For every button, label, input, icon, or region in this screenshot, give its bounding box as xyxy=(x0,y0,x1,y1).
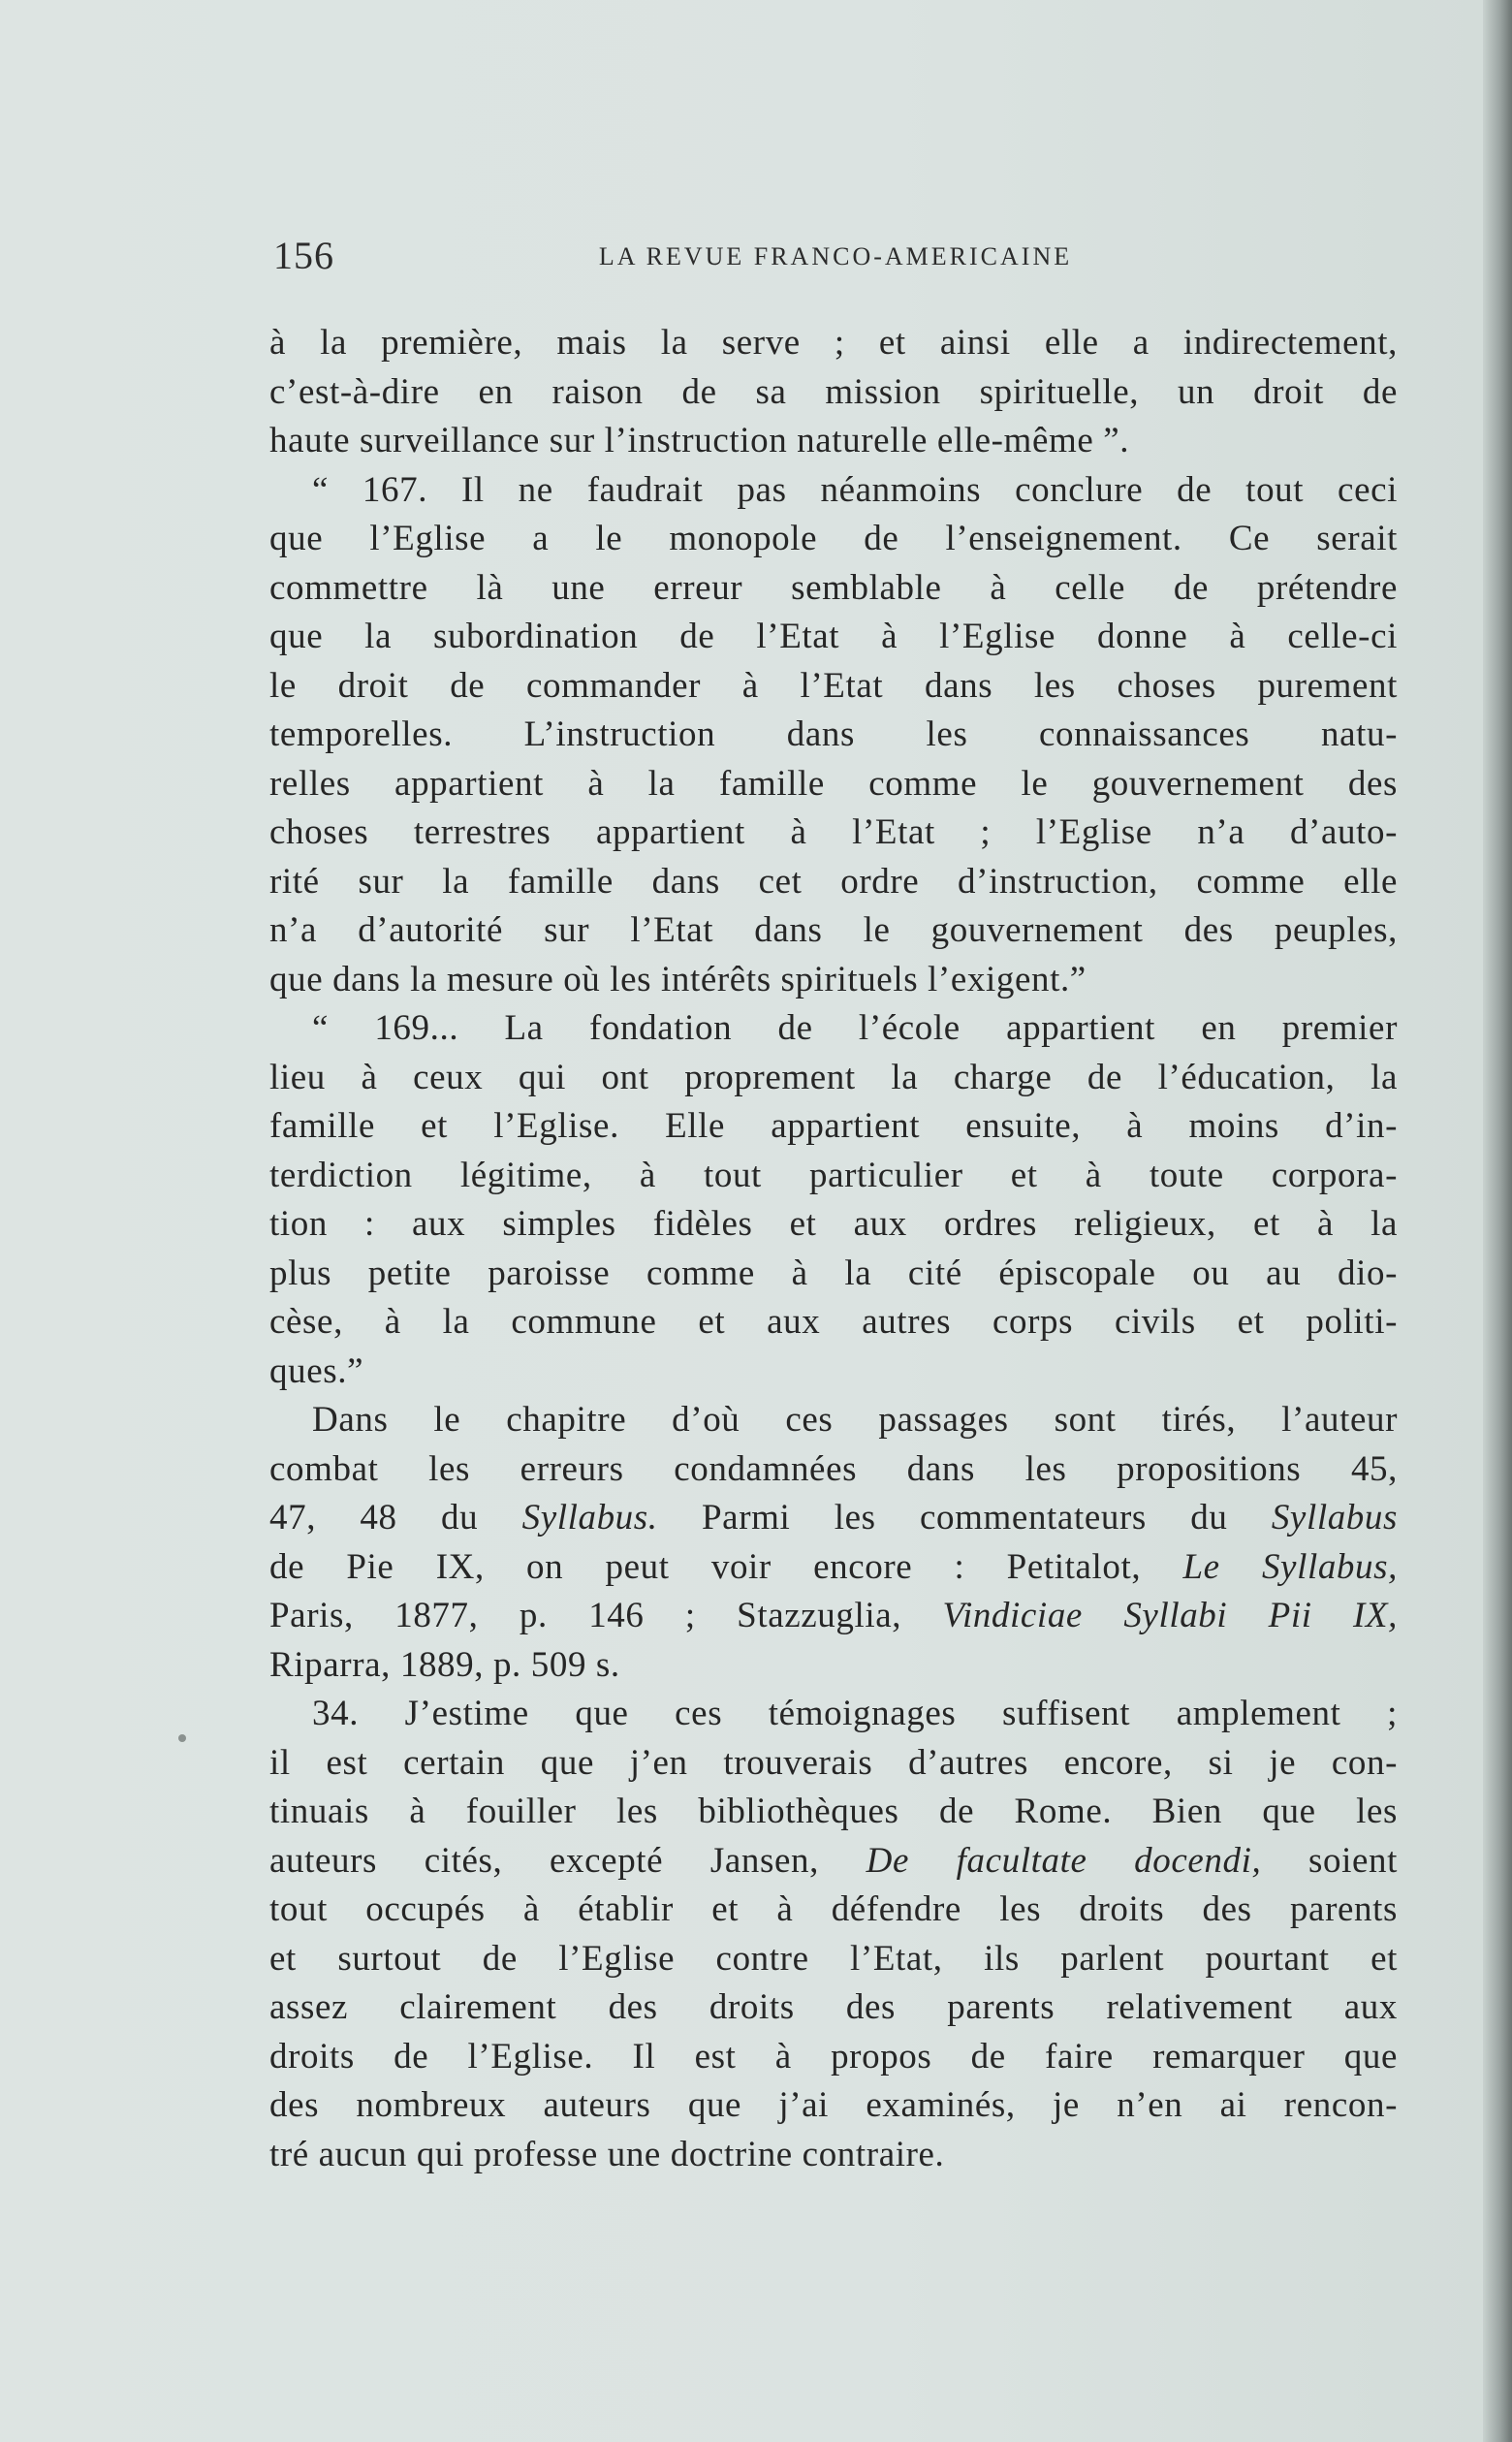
paper-speck xyxy=(178,1734,186,1742)
text-line: 34. J’estime que ces témoignages suffisent amplement ; xyxy=(312,1694,1398,1733)
text-line: combat les erreurs condamnées dans les propositions 45, xyxy=(269,1448,1398,1489)
italic-title: Vindiciae Syllabi Pii IX, xyxy=(942,1596,1398,1635)
text-line: tinuais à fouiller les bibliothèques de Rome. Bien que les xyxy=(269,1792,1398,1831)
text-line: terdiction légitime, à tout particulier et à toute corpora- xyxy=(269,1155,1398,1195)
text-segment: Paris, 1877, p. 146 ; Stazzuglia, xyxy=(269,1596,943,1635)
text-line: ques.” xyxy=(269,1350,364,1391)
text-line: “ 169... La fondation de l’école appartient en premier xyxy=(312,1008,1398,1048)
text-line: “ 167. Il ne faudrait pas néanmoins conclure de tout ceci xyxy=(312,469,1398,510)
text-segment: Parmi les commentateurs du xyxy=(657,1498,1272,1538)
text-line: tout occupés à établir et à défendre les droits des parents xyxy=(269,1889,1398,1929)
text-line: lieu à ceux qui ont proprement la charge de l’éducation, la xyxy=(269,1057,1398,1097)
text-line: le droit de commander à l’Etat dans les choses purement xyxy=(269,665,1398,706)
page-number: 156 xyxy=(273,234,334,277)
italic-title: De facultate docendi, xyxy=(866,1840,1262,1881)
text-line: plus petite paroisse comme à la cité épiscopale ou au dio- xyxy=(269,1253,1398,1293)
text-line: à la première, mais la serve ; et ainsi elle a indirectement, xyxy=(269,323,1398,363)
text-line: que la subordination de l’Etat à l’Eglise donne à celle-ci xyxy=(269,617,1398,656)
text-line: assez clairement des droits des parents relativement aux xyxy=(269,1987,1398,2027)
body-text xyxy=(269,319,1398,2179)
text-line: et surtout de l’Eglise contre l’Etat, ils parlent pourtant et xyxy=(269,1938,1398,1979)
text-line: rité sur la famille dans cet ordre d’instruction, comme elle xyxy=(269,861,1398,902)
running-title: LA REVUE FRANCO-AMERICAINE xyxy=(598,242,1073,270)
page-edge xyxy=(1483,0,1512,2442)
text-line: il est certain que j’en trouverais d’autres encore, si je con- xyxy=(269,1742,1398,1783)
text-line xyxy=(269,1543,1398,1593)
text-line: famille et l’Eglise. Elle appartient ensuite, à moins d’in- xyxy=(269,1106,1398,1146)
text-line: choses terrestres appartient à l’Etat ; l’Eglise n’a d’auto- xyxy=(269,812,1398,852)
text-segment: soient xyxy=(1261,1840,1398,1881)
text-line xyxy=(269,1494,1398,1543)
text-line: relles appartient à la famille comme le gouvernement des xyxy=(269,763,1398,804)
text-line: haute surveillance sur l’instruction naturelle elle-même ”. xyxy=(269,421,1130,460)
text-line: commettre là une erreur semblable à celle de prétendre xyxy=(269,567,1398,608)
text-line xyxy=(269,1837,1398,1887)
text-segment: 47, 48 du xyxy=(269,1498,522,1538)
italic-title: Le Syllabus, xyxy=(1182,1546,1398,1587)
text-line: droits de l’Eglise. Il est à propos de faire remarquer que xyxy=(269,2036,1398,2077)
text-line: temporelles. L’instruction dans les connaissances natu- xyxy=(269,714,1398,754)
italic-title: Syllabus. xyxy=(521,1498,658,1538)
text-segment: auteurs cités, excepté Jansen, xyxy=(269,1840,866,1881)
text-line: Riparra, 1889, p. 509 s. xyxy=(269,1644,620,1685)
page-header xyxy=(273,233,1398,291)
italic-title: Syllabus xyxy=(1271,1498,1399,1538)
text-line: que dans la mesure où les intérêts spirituels l’exigent.” xyxy=(269,959,1087,999)
text-line: des nombreux auteurs que j’ai examinés, je n’en ai rencon- xyxy=(269,2085,1398,2125)
text-line: Dans le chapitre d’où ces passages sont tirés, l’auteur xyxy=(312,1400,1398,1440)
text-line: tré aucun qui professe une doctrine contraire. xyxy=(269,2134,945,2174)
text-segment: de Pie IX, on peut voir encore : Petitalot, xyxy=(269,1546,1183,1587)
text-line xyxy=(269,1592,1398,1641)
text-line: c’est-à-dire en raison de sa mission spirituelle, un droit de xyxy=(269,371,1398,412)
text-line: n’a d’autorité sur l’Etat dans le gouvernement des peuples, xyxy=(269,910,1398,950)
text-line: que l’Eglise a le monopole de l’enseignement. Ce serait xyxy=(269,519,1398,558)
text-line: cèse, à la commune et aux autres corps civils et politi- xyxy=(269,1302,1398,1342)
text-line: tion : aux simples fidèles et aux ordres religieux, et à la xyxy=(269,1204,1398,1244)
